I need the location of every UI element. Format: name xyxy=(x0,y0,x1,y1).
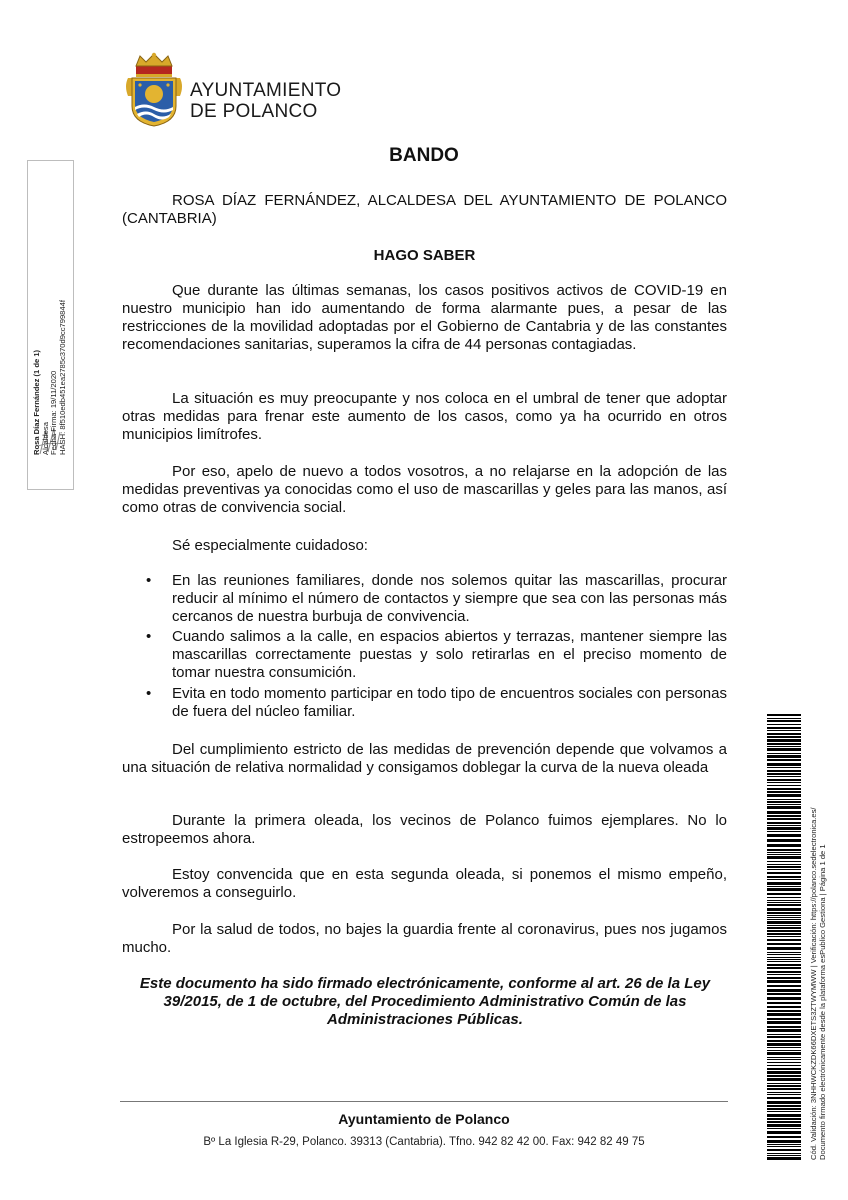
barcode-bar xyxy=(767,1111,801,1112)
barcode-bar xyxy=(767,1021,801,1024)
barcode-bar xyxy=(767,1155,801,1156)
barcode-bar xyxy=(767,957,801,958)
barcode-bar xyxy=(767,1078,801,1081)
barcode-bar xyxy=(767,861,801,862)
organization-name xyxy=(190,80,341,122)
barcode-bar xyxy=(767,1085,801,1087)
barcode-bar xyxy=(767,727,801,729)
barcode-bar xyxy=(767,939,801,941)
barcode-bar xyxy=(767,854,801,855)
barcode-bar xyxy=(767,993,801,995)
barcode-bar xyxy=(767,971,801,973)
bullet-item-1: En las reuniones familiares, donde nos solemos quitar las mascarillas, procurar reducir al mínimo el número de contactos y siempre que sea con las personas más cercanos de nuestra burbuja de convivencia. xyxy=(172,572,727,625)
electronic-signature-notice: Este documento ha sido firmado electrónicamente, conforme al art. 26 de la Ley 39/2015, de 1 de octubre, del Procedimiento Administrativo Común de las Administraciones Públicas. xyxy=(139,975,711,1028)
barcode-bar xyxy=(767,927,801,929)
barcode-bar xyxy=(767,806,801,809)
bullet-marker: • xyxy=(146,685,152,702)
bullet-item-3: Evita en todo momento participar en todo tipo de encuentros sociales con personas de fuera del núcleo familiar. xyxy=(172,685,727,720)
barcode-bar xyxy=(767,964,801,966)
barcode-bar xyxy=(767,815,801,817)
barcode-bar xyxy=(767,1124,801,1127)
barcode-bar xyxy=(767,773,801,775)
barcode-bar xyxy=(767,788,801,790)
barcode-bar xyxy=(767,902,801,903)
barcode-bar xyxy=(767,919,801,920)
barcode-bar xyxy=(767,1131,801,1134)
barcode-bar xyxy=(767,959,801,960)
barcode-bar xyxy=(767,739,801,742)
footer-organization: Ayuntamiento de Polanco xyxy=(338,1111,510,1127)
barcode-bar xyxy=(767,746,801,747)
barcode-bar xyxy=(767,1029,801,1032)
barcode-bar xyxy=(767,1075,801,1077)
paragraph-4: Sé especialmente cuidadoso: xyxy=(172,537,368,554)
barcode-bar xyxy=(767,977,801,979)
barcode-bar xyxy=(767,947,801,950)
barcode-bar xyxy=(767,1094,801,1095)
barcode-bar xyxy=(767,794,801,797)
barcode-bar xyxy=(767,1108,801,1110)
barcode-bar xyxy=(767,804,801,805)
signature-hash: HASH: 8f510edb451ea2785c370d9cc799844f xyxy=(57,300,67,455)
barcode-bar xyxy=(767,933,801,935)
barcode-bar xyxy=(767,1149,801,1151)
barcode-bar xyxy=(767,980,801,983)
org-name-line2: DE POLANCO xyxy=(190,101,318,122)
barcode-bar xyxy=(767,1153,801,1154)
barcode-bar xyxy=(767,1146,801,1147)
barcode-bar xyxy=(767,767,801,768)
barcode-bar xyxy=(767,1118,801,1120)
barcode-bar xyxy=(767,936,801,937)
document-title: BANDO xyxy=(389,145,459,166)
barcode-bar xyxy=(767,1050,801,1051)
barcode-bar xyxy=(767,879,801,880)
barcode-bar xyxy=(767,1101,801,1104)
barcode-bar xyxy=(767,776,801,777)
barcode-bar xyxy=(767,961,801,962)
barcode-bar xyxy=(767,1040,801,1042)
barcode-bar xyxy=(767,1097,801,1099)
barcode-bar xyxy=(767,782,801,783)
barcode-bar xyxy=(767,925,801,926)
barcode-bar xyxy=(767,852,801,853)
barcode-bar xyxy=(767,1071,801,1074)
barcode-bar xyxy=(767,915,801,916)
signer-role: Alcaldesa xyxy=(40,422,50,455)
barcode-bar xyxy=(767,893,801,895)
barcode-bar xyxy=(767,785,801,786)
barcode-bar xyxy=(767,849,801,851)
paragraph-8: Por la salud de todos, no bajes la guardia frente al coronavirus, pues nos jugamos mucho. xyxy=(122,921,727,956)
barcode-bar xyxy=(767,917,801,918)
barcode-bar xyxy=(767,1083,801,1084)
barcode-bar xyxy=(767,825,801,826)
barcode-bar xyxy=(767,714,801,716)
barcode-bar xyxy=(767,753,801,754)
barcode-bar xyxy=(767,1157,801,1160)
barcode-bar xyxy=(767,876,801,878)
barcode-bar xyxy=(767,1065,801,1066)
paragraph-1: Que durante las últimas semanas, los casos positivos activos de COVID-19 en nuestro municipio han ido aumentando de forma alarmante pues, a pesar de las restricciones de la movilidad adoptadas por el Gobierno de Cantabria y de las constantes recomendaciones sanitarias, superamos la cifra de 44 personas contagiadas. xyxy=(122,282,727,353)
barcode-bar xyxy=(767,748,801,751)
barcode-bar xyxy=(767,1105,801,1107)
barcode-bar xyxy=(767,1047,801,1048)
barcode-bar xyxy=(767,1034,801,1035)
barcode-bar xyxy=(767,1128,801,1129)
barcode-bar xyxy=(767,1006,801,1008)
barcode-bar xyxy=(767,1002,801,1004)
barcode-bar xyxy=(767,886,801,887)
barcode-bar xyxy=(767,912,801,914)
barcode-bar xyxy=(767,718,801,719)
validation-barcode xyxy=(767,714,801,1160)
barcode-bar xyxy=(767,839,801,842)
barcode-bar xyxy=(767,1036,801,1038)
barcode-bar xyxy=(767,818,801,820)
barcode-bar xyxy=(767,974,801,975)
barcode-bar xyxy=(767,943,801,945)
barcode-bar xyxy=(767,1013,801,1016)
barcode-bar xyxy=(767,827,801,830)
barcode-bar xyxy=(767,872,801,874)
barcode-bar xyxy=(767,1026,801,1028)
verification-code-line: Cód. Validación: 3NHHWCKZDK66DXETS3ZTWYMWW | Verificación: https://polanco.sedelectronica.es/ xyxy=(809,807,818,1160)
paragraph-7: Estoy convencida que en esta segunda oleada, si ponemos el mismo empeño, volveremos a conseguirlo. xyxy=(122,866,727,901)
barcode-bar xyxy=(767,1052,801,1055)
signer-name: Rosa Díaz Fernández (1 de 1) xyxy=(32,349,41,455)
barcode-bar xyxy=(767,779,801,781)
barcode-bar xyxy=(767,856,801,859)
barcode-bar xyxy=(767,952,801,953)
barcode-bar xyxy=(767,1121,801,1123)
barcode-bar xyxy=(767,1018,801,1020)
barcode-bar xyxy=(767,985,801,987)
bullet-marker: • xyxy=(146,572,152,589)
barcode-bar xyxy=(767,882,801,885)
bullet-item-2: Cuando salimos a la calle, en espacios abiertos y terrazas, mantener siempre las mascarillas correctamente puestas y solo retirarlas en el preciso momento de tomar nuestra consumición. xyxy=(172,628,727,681)
barcode-bar xyxy=(767,733,801,735)
barcode-bar xyxy=(767,834,801,837)
barcode-bar xyxy=(767,844,801,847)
verification-text xyxy=(809,807,827,1160)
barcode-bar xyxy=(767,743,801,745)
paragraph-6: Durante la primera oleada, los vecinos de Polanco fuimos ejemplares. No lo estropeemos ahora. xyxy=(122,812,727,847)
barcode-bar xyxy=(767,967,801,969)
barcode-bar xyxy=(767,1068,801,1070)
barcode-bar xyxy=(767,724,801,725)
barcode-bar xyxy=(767,730,801,731)
subtitle: HAGO SABER xyxy=(373,247,476,264)
paragraph-3: Por eso, apelo de nuevo a todos vosotros, a no relajarse en la adopción de las medidas preventivas ya conocidas como el uso de mascarillas y geles para las manos, así como otras de convivencia social. xyxy=(122,463,727,516)
barcode-bar xyxy=(767,1114,801,1117)
barcode-bar xyxy=(767,869,801,870)
barcode-bar xyxy=(767,763,801,766)
barcode-bar xyxy=(767,1043,801,1046)
verification-platform-line: Documento firmado electrónicamente desde la plataforma esPublico Gestiona | Página 1 de 1 xyxy=(818,844,827,1160)
barcode-bar xyxy=(767,736,801,738)
barcode-bar xyxy=(767,900,801,901)
barcode-bar xyxy=(767,954,801,955)
paragraph-5: Del cumplimiento estricto de las medidas de prevención depende que volvamos a una situación de relativa normalidad y consigamos doblegar la curva de la nueva oleada xyxy=(122,741,727,776)
barcode-bar xyxy=(767,1062,801,1063)
barcode-bar xyxy=(767,799,801,800)
barcode-bar xyxy=(767,720,801,722)
barcode-bar xyxy=(767,908,801,911)
org-name-line1: AYUNTAMIENTO xyxy=(190,80,342,101)
barcode-bar xyxy=(767,1140,801,1143)
paragraph-2: La situación es muy preocupante y nos coloca en el umbral de tener que adoptar otras medidas para frenar este aumento de los casos, como ya ha ocurrido en otros municipios limítrofes. xyxy=(122,390,727,443)
bullet-marker: • xyxy=(146,628,152,645)
footer-address: Bº La Iglesia R-29, Polanco. 39313 (Cantabria). Tfno. 942 82 42 00. Fax: 942 82 49 75 xyxy=(203,1136,645,1148)
barcode-bar xyxy=(767,921,801,924)
barcode-bar xyxy=(767,822,801,824)
barcode-bar xyxy=(767,759,801,761)
barcode-bar xyxy=(767,1144,801,1145)
barcode-bar xyxy=(767,930,801,932)
barcode-bar xyxy=(767,1136,801,1138)
barcode-bar xyxy=(767,1092,801,1093)
barcode-bar xyxy=(767,791,801,793)
barcode-bar xyxy=(767,997,801,1000)
barcode-bar xyxy=(767,989,801,992)
barcode-bar xyxy=(767,888,801,891)
barcode-bar xyxy=(767,801,801,803)
barcode-bar xyxy=(767,770,801,772)
signature-stamp-text xyxy=(33,300,67,455)
barcode-bar xyxy=(767,1010,801,1012)
barcode-bar xyxy=(767,864,801,865)
barcode-bar xyxy=(767,1088,801,1090)
barcode-bar xyxy=(767,904,801,906)
barcode-bar xyxy=(767,831,801,832)
barcode-bar xyxy=(767,897,801,898)
barcode-bar xyxy=(767,1059,801,1060)
footer-divider xyxy=(120,1101,728,1102)
coat-of-arms-logo xyxy=(122,52,186,128)
barcode-bar xyxy=(767,1057,801,1058)
intro-paragraph: ROSA DÍAZ FERNÁNDEZ, ALCALDESA DEL AYUNTAMIENTO DE POLANCO (CANTABRIA) xyxy=(122,192,727,227)
barcode-bar xyxy=(767,866,801,868)
barcode-bar xyxy=(767,755,801,758)
barcode-bar xyxy=(767,811,801,814)
signature-date: Fecha Firma: 19/11/2020 xyxy=(49,370,59,455)
